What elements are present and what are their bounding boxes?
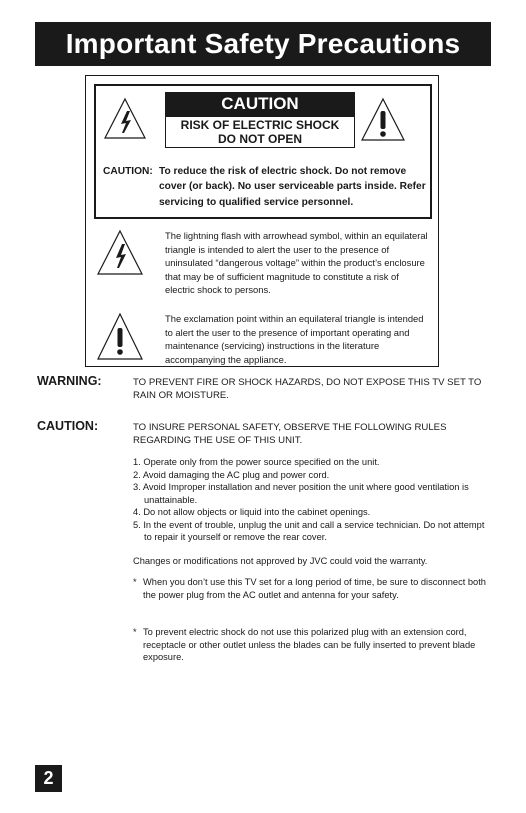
rule-item: 1. Operate only from the power source specified on the unit. — [133, 457, 380, 467]
rule-item: 5. In the event of trouble, unplug the unit and call a service technician. Do not attempt to repair it yourself or remove the rear cover. — [133, 519, 485, 542]
rule-item: 4. Do not allow objects or liquid into the cabinet openings. — [133, 507, 371, 517]
caution-label: CAUTION: — [37, 419, 99, 433]
rule-item: 3. Avoid Improper installation and never position the unit where good ventilation is unattainable. — [133, 482, 469, 505]
shock-warning-label — [165, 116, 355, 148]
exclamation-symbol-description: The exclamation point within an equilateral triangle is intended to alert the user to the presence of important operating and maintenance (servicing) instructions in the literature accompanying the appliance. — [165, 313, 424, 365]
safety-rules-list — [133, 456, 488, 544]
bullet-text: To prevent electric shock do not use this polarized plug with an extension cord, receptacle or other outlet unless the blades can be fully inserted to prevent blade exposure. — [143, 627, 476, 662]
exclamation-warning-icon — [360, 97, 406, 143]
lightning-symbol-icon — [96, 229, 144, 277]
shock-warning-line1: RISK OF ELECTRIC SHOCK — [180, 118, 340, 132]
warning-label: WARNING: — [37, 374, 102, 388]
caution-text: TO INSURE PERSONAL SAFETY, OBSERVE THE FOLLOWING RULES REGARDING THE USE OF THIS UNIT. — [133, 422, 447, 447]
caution-note-label: CAUTION: — [103, 166, 153, 177]
caution-note-text: To reduce the risk of electric shock. Do not remove cover (or back). No user serviceable parts inside. Refer servicing to qualified service personnel. — [159, 166, 426, 208]
bullet-marker: * — [133, 627, 137, 637]
lightning-symbol-description: The lightning flash with arrowhead symbol, within an equilateral triangle is intended to alert the user to the presence of uninsulated “dangerous voltage” within the product’s enclosure that may be of sufficient magnitude to constitute a risk of electric shock to persons. — [165, 230, 428, 296]
rule-item: 2. Avoid damaging the AC plug and power cord. — [133, 469, 330, 480]
lightning-warning-icon — [103, 97, 147, 141]
exclamation-symbol-icon — [96, 312, 144, 362]
page-number: 2 — [35, 765, 62, 792]
caution-title: CAUTION — [165, 92, 355, 116]
shock-warning-line2: DO NOT OPEN — [217, 132, 302, 146]
bullet-marker: * — [133, 577, 137, 587]
page-title: Important Safety Precautions — [35, 22, 491, 66]
caution-note — [103, 164, 428, 210]
modifications-notice: Changes or modifications not approved by JVC could void the warranty. — [133, 556, 428, 566]
warning-text: TO PREVENT FIRE OR SHOCK HAZARDS, DO NOT EXPOSE THIS TV SET TO RAIN OR MOISTURE. — [133, 377, 482, 402]
bullet-item — [133, 626, 493, 664]
bullet-text: When you don’t use this TV set for a long period of time, be sure to disconnect both the power plug from the AC outlet and antenna for your safety. — [143, 577, 486, 600]
bullet-item — [133, 576, 493, 601]
